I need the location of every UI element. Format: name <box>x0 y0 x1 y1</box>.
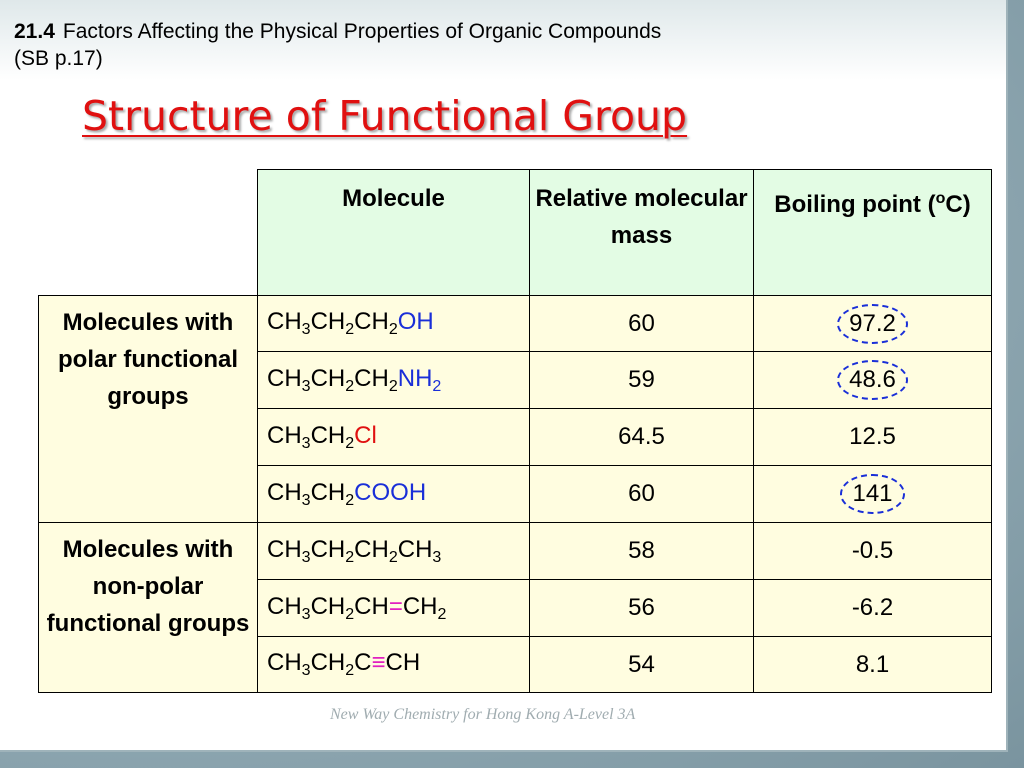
highlight-circle: 48.6 <box>837 360 908 400</box>
mass-cell: 56 <box>530 580 754 637</box>
header-mass: Relative molecular mass <box>530 170 754 296</box>
formula-part: CH <box>267 535 302 563</box>
section-reference: (SB p.17) <box>14 47 103 70</box>
formula-subscript: 2 <box>345 605 355 623</box>
section-title: Factors Affecting the Physical Properties of Organic Compounds <box>62 20 662 43</box>
formula-part: C <box>354 649 372 676</box>
header-boiling-point <box>754 170 992 296</box>
header-bp-unit: C) <box>945 191 971 218</box>
formula-part: CH <box>310 421 346 449</box>
functional-group: NH <box>397 364 433 392</box>
functional-group: Cl <box>354 421 377 449</box>
formula-subscript: 2 <box>388 548 398 566</box>
formula-subscript: 2 <box>388 321 398 338</box>
formula-subscript: 3 <box>301 662 311 679</box>
formula-subscript: 3 <box>432 548 442 566</box>
table-row <box>39 523 992 580</box>
bp-cell: -0.5 <box>754 523 992 580</box>
formula-subscript: 2 <box>437 605 447 623</box>
mass-cell: 64.5 <box>530 409 754 466</box>
formula-subscript: 3 <box>301 434 311 452</box>
formula-subscript: 3 <box>301 491 311 509</box>
formula-subscript: 2 <box>345 491 355 509</box>
bp-cell <box>754 466 992 523</box>
molecule-cell <box>258 580 530 637</box>
functional-group-subscript: 2 <box>432 377 442 395</box>
formula-subscript: 2 <box>388 377 398 395</box>
triple-bond-symbol: ≡ <box>371 649 386 676</box>
molecule-cell <box>258 523 530 580</box>
formula-subscript: 2 <box>345 662 355 679</box>
formula-part: CH <box>310 592 346 620</box>
group-label-polar: Molecules with polar functional groups <box>39 296 258 523</box>
molecule-cell <box>258 409 530 466</box>
formula-part: CH <box>354 308 389 335</box>
formula-subscript: 2 <box>345 321 355 338</box>
table-corner <box>39 170 258 296</box>
formula-part: CH <box>310 535 346 563</box>
formula-part: CH <box>267 308 302 335</box>
double-bond-symbol: = <box>388 592 403 620</box>
formula-part: CH <box>310 478 346 506</box>
formula-part: CH <box>267 649 302 676</box>
formula-part: CH <box>354 592 389 620</box>
mass-cell: 60 <box>530 466 754 523</box>
page-title: Structure of Functional Group <box>82 92 688 140</box>
functional-group: OH <box>397 308 434 335</box>
bp-cell: -6.2 <box>754 580 992 637</box>
table-row <box>39 296 992 352</box>
formula-subscript: 3 <box>301 321 311 338</box>
bp-cell: 12.5 <box>754 409 992 466</box>
functional-group: COOH <box>354 478 427 506</box>
formula-part: CH <box>397 535 433 563</box>
formula-part: CH <box>267 421 302 449</box>
header-molecule: Molecule <box>258 170 530 296</box>
formula-subscript: 3 <box>301 605 311 623</box>
molecule-cell <box>258 296 530 352</box>
slide-header <box>14 18 661 72</box>
footer-text: New Way Chemistry for Hong Kong A-Level 3A <box>330 706 636 723</box>
molecule-cell <box>258 637 530 693</box>
formula-part: CH <box>310 364 346 392</box>
formula-part: CH <box>354 535 389 563</box>
mass-cell: 60 <box>530 296 754 352</box>
formula-part: CH <box>310 649 346 676</box>
formula-part: CH <box>402 592 438 620</box>
bp-cell <box>754 296 992 352</box>
header-bp-degree: o <box>935 190 946 207</box>
section-number: 21.4 <box>14 20 55 43</box>
mass-cell: 58 <box>530 523 754 580</box>
formula-subscript: 3 <box>301 377 311 395</box>
formula-subscript: 2 <box>345 548 355 566</box>
formula-part: CH <box>354 364 389 392</box>
table-header-row <box>39 170 992 296</box>
highlight-circle: 141 <box>840 474 904 514</box>
bp-cell: 8.1 <box>754 637 992 693</box>
formula-part: CH <box>267 478 302 506</box>
properties-table <box>38 169 992 693</box>
formula-subscript: 2 <box>345 434 355 452</box>
formula-part: CH <box>267 592 302 620</box>
formula-part: CH <box>310 308 346 335</box>
group-label-non-polar: Molecules with non-polar functional groups <box>39 523 258 693</box>
mass-cell: 54 <box>530 637 754 693</box>
header-bp-label: Boiling point ( <box>774 191 936 218</box>
mass-cell: 59 <box>530 352 754 409</box>
molecule-cell <box>258 352 530 409</box>
formula-part: CH <box>385 649 421 676</box>
formula-subscript: 2 <box>345 377 355 395</box>
molecule-cell <box>258 466 530 523</box>
bp-cell <box>754 352 992 409</box>
formula-part: CH <box>267 364 302 392</box>
highlight-circle: 97.2 <box>837 304 908 344</box>
formula-subscript: 3 <box>301 548 311 566</box>
